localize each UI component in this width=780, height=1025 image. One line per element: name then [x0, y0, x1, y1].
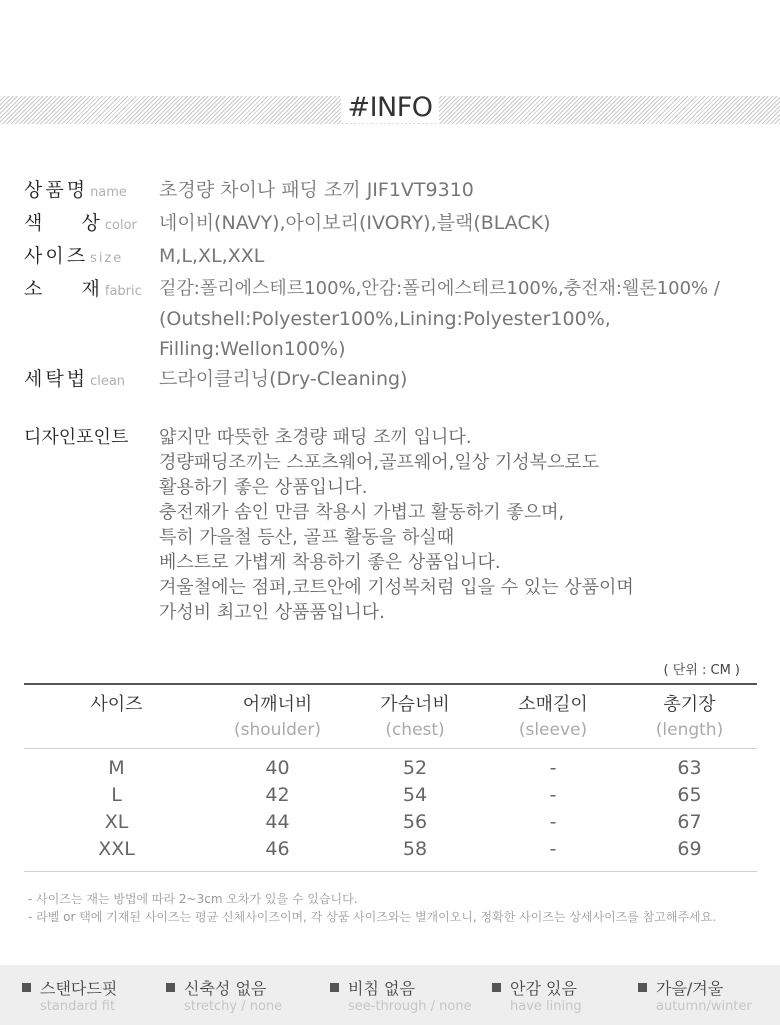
feature-stretch — [156, 965, 312, 1025]
design-point-label: 디자인포인트 — [24, 427, 129, 448]
spec-label-en: clean — [90, 374, 126, 389]
size-table — [24, 683, 757, 872]
feature-fit — [0, 965, 156, 1025]
header-size: 사이즈 — [90, 694, 143, 715]
feature-bar — [0, 965, 780, 1025]
feature-sub: see-through / none — [348, 999, 472, 1014]
spec-row-fabric — [24, 274, 764, 364]
table-row — [24, 782, 757, 809]
design-line: 활용하기 좋은 상품입니다. — [159, 477, 368, 498]
note-line: - 사이즈는 재는 방법에 따라 2~3cm 오차가 있을 수 있습니다. — [28, 892, 358, 906]
square-bullet-icon — [330, 983, 339, 992]
table-row — [24, 755, 757, 782]
spec-row-name — [24, 175, 764, 208]
spec-label: 소 재 — [24, 278, 103, 300]
design-point — [24, 425, 764, 625]
square-bullet-icon — [166, 983, 175, 992]
design-point-text — [159, 425, 634, 625]
design-line: 베스트로 가볍게 착용하기 좋은 상품입니다. — [159, 552, 501, 573]
table-header — [24, 685, 757, 749]
feature-sub: stretchy / none — [184, 999, 283, 1014]
cell-size: XXL — [98, 838, 135, 860]
spec-value: M,L,XL,XXL — [159, 245, 265, 267]
cell-shoulder: 40 — [265, 757, 290, 779]
spec-value: 겉감:폴리에스테르100%,안감:폴리에스테르100%,충전재:웰론100% / — [159, 278, 720, 299]
square-bullet-icon — [492, 983, 501, 992]
design-line: 가성비 최고인 상품품입니다. — [159, 602, 385, 623]
spec-label-en: color — [104, 218, 137, 233]
feature-title: 신축성 없음 — [184, 979, 267, 998]
table-row — [24, 836, 757, 863]
design-line: 경량패딩조끼는 스포츠웨어,골프웨어,일상 기성복으로도 — [159, 452, 600, 473]
spec-row-color — [24, 208, 764, 241]
size-unit: ( 단위 : CM ) — [663, 663, 740, 678]
table-row — [24, 809, 757, 836]
spec-label-en: name — [90, 185, 127, 200]
header-sleeve: 소매길이 (sleeve) — [518, 694, 588, 740]
feature-lining — [468, 965, 624, 1025]
spec-value: Filling:Wellon100%) — [159, 338, 346, 360]
design-line: 얇지만 따뜻한 초경량 패딩 조끼 입니다. — [159, 427, 472, 448]
spec-label-en: size — [90, 251, 124, 266]
cell-length: 63 — [677, 757, 702, 779]
spec-value: 드라이클리닝(Dry-Cleaning) — [159, 368, 408, 390]
cell-sleeve: - — [549, 757, 557, 779]
info-title: #INFO — [0, 92, 780, 123]
feature-title: 안감 있음 — [510, 979, 577, 998]
cell-shoulder: 42 — [265, 784, 290, 806]
spec-value: 네이비(NAVY),아이보리(IVORY),블랙(BLACK) — [159, 212, 551, 234]
header-shoulder: 어깨너비 (shoulder) — [233, 694, 322, 740]
cell-shoulder: 44 — [265, 811, 290, 833]
spec-list — [24, 175, 764, 397]
cell-sleeve: - — [549, 784, 557, 806]
design-line: 겨울철에는 점퍼,코트안에 기성복처럼 입을 수 있는 상품이며 — [159, 577, 634, 598]
feature-seethrough — [312, 965, 472, 1025]
spec-label-en: fabric — [104, 284, 142, 299]
cell-length: 65 — [677, 784, 702, 806]
spec-label: 세탁법 — [24, 368, 89, 390]
feature-title: 스탠다드핏 — [40, 979, 118, 998]
cell-chest: 58 — [402, 838, 428, 860]
feature-sub: standard fit — [40, 999, 116, 1014]
square-bullet-icon — [22, 983, 31, 992]
cell-size: L — [111, 784, 122, 806]
spec-row-clean — [24, 364, 764, 397]
spec-label: 사이즈 — [24, 245, 89, 267]
cell-sleeve: - — [549, 838, 557, 860]
header-length: 총기장 (length) — [655, 694, 724, 740]
cell-size: M — [108, 757, 125, 779]
feature-season — [624, 965, 780, 1025]
cell-size: XL — [104, 811, 129, 833]
feature-title: 비침 없음 — [348, 979, 415, 998]
size-notes — [28, 890, 716, 926]
spec-value: (Outshell:Polyester100%,Lining:Polyester100%, — [159, 308, 611, 330]
note-line: - 라벨 or 택에 기재된 사이즈는 평균 신체사이즈이며, 각 상품 사이즈와는 별개이오니, 정확한 사이즈는 상세사이즈를 참고해주세요. — [28, 910, 717, 924]
design-line: 충전재가 솜인 만큼 착용시 가볍고 활동하기 좋으며, — [159, 502, 565, 523]
cell-chest: 54 — [402, 784, 428, 806]
cell-chest: 52 — [402, 757, 428, 779]
square-bullet-icon — [638, 983, 647, 992]
cell-shoulder: 46 — [265, 838, 290, 860]
cell-sleeve: - — [549, 811, 557, 833]
spec-value: 초경량 차이나 패딩 조끼 JIF1VT9310 — [159, 179, 474, 201]
spec-label: 상품명 — [24, 179, 89, 201]
cell-length: 69 — [677, 838, 702, 860]
design-line: 특히 가을철 등산, 골프 활동을 하실때 — [159, 527, 455, 548]
feature-title: 가을/겨울 — [656, 979, 724, 998]
cell-length: 67 — [677, 811, 702, 833]
cell-chest: 56 — [402, 811, 428, 833]
spec-row-size — [24, 241, 764, 274]
table-body — [24, 749, 757, 863]
feature-sub: have lining — [510, 999, 582, 1014]
spec-label: 색 상 — [24, 212, 103, 234]
feature-sub: autumn/winter — [656, 999, 752, 1014]
header-chest: 가슴너비 (chest) — [380, 694, 450, 740]
table-bottom-rule — [24, 871, 757, 872]
